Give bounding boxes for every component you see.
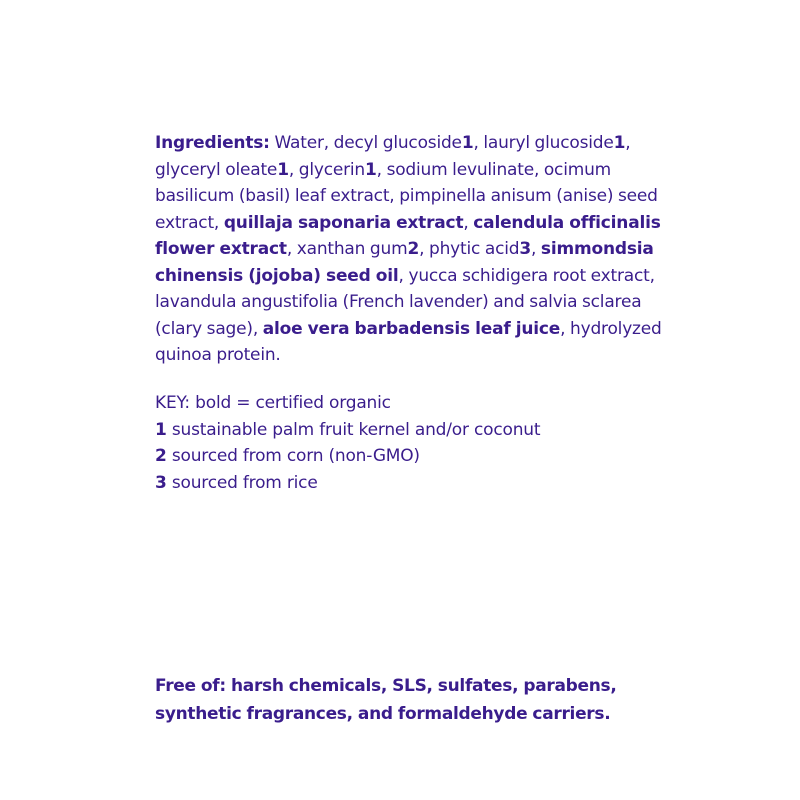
ingredient-text: , glycerin	[288, 159, 366, 180]
ingredient-organic-text: aloe vera barbadensis leaf juice	[262, 318, 561, 339]
ingredient-organic-text: 1	[277, 159, 289, 180]
ingredient-text: , hydrolyzed quinoa protein.	[155, 318, 662, 365]
key-item-text: sourced from rice	[166, 472, 318, 493]
ingredient-text: , sodium levulinate, ocimum basilicum (basil) leaf extract, pimpinella anisum (anise) seed extract,	[155, 159, 658, 233]
ingredient-text: , yucca schidigera root extract, lavandula angustifolia (French lavender) and salvia sclarea (clary sage),	[155, 265, 655, 339]
ingredient-text: , glyceryl oleate	[155, 133, 631, 180]
key-item	[155, 470, 675, 497]
key-item	[155, 417, 675, 444]
ingredient-organic-text: 1	[613, 133, 626, 153]
ingredient-organic-text: 3	[519, 239, 531, 259]
ingredient-text: , lauryl glucoside	[473, 133, 614, 153]
key-item-number: 3	[155, 472, 167, 493]
ingredient-text: Water, decyl glucoside	[269, 133, 462, 153]
ingredients-list	[155, 133, 662, 365]
ingredients-paragraph	[155, 130, 675, 369]
ingredient-organic-text: 1	[461, 133, 474, 153]
ingredient-organic-text: 2	[407, 239, 420, 259]
key-item-number: 2	[155, 446, 167, 466]
ingredient-text: ,	[463, 212, 474, 233]
ingredient-organic-text: quillaja saponaria extract	[223, 212, 464, 233]
ingredient-organic-text: calendula officinalis flower extract	[155, 212, 661, 259]
ingredient-text: ,	[531, 239, 541, 259]
ingredient-organic-text: simmondsia chinensis (jojoba) seed oil	[155, 239, 654, 286]
key-item-text: sourced from corn (non-GMO)	[166, 446, 420, 466]
key-item-text: sustainable palm fruit kernel and/or coconut	[166, 419, 541, 440]
key-section	[155, 390, 675, 496]
ingredient-organic-text: 1	[365, 159, 377, 180]
free-of-statement: Free of: harsh chemicals, SLS, sulfates, parabens, synthetic fragrances, and formaldehyde carriers.	[155, 676, 617, 724]
key-item	[155, 443, 675, 470]
ingredients-label: Ingredients:	[155, 133, 270, 153]
ingredient-text: , xanthan gum	[286, 239, 408, 259]
ingredient-text: , phytic acid	[419, 239, 520, 259]
key-heading: KEY: bold = certified organic	[155, 393, 391, 413]
key-item-number: 1	[155, 419, 167, 440]
